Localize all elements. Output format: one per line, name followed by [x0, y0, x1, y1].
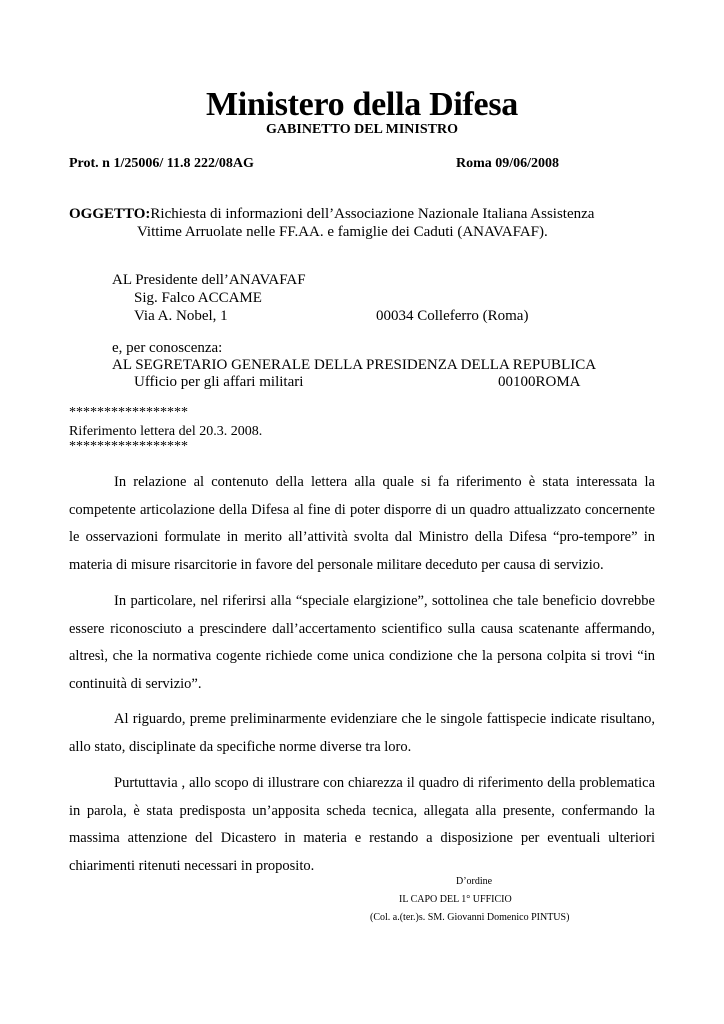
- signature-name: (Col. a.(ter.)s. SM. Giovanni Domenico PINTUS): [370, 912, 570, 923]
- paragraph-line: materia di misure risarcitorie in favore del personale militare deceduto per causa di servizio.: [69, 556, 604, 573]
- paragraph-line: In particolare, nel riferirsi alla “speciale elargizione”, sottolinea che tale beneficio dovrebbe: [114, 593, 655, 609]
- cc-recipient: AL SEGRETARIO GENERALE DELLA PRESIDENZA DELLA REPUBLICA: [112, 357, 597, 373]
- subject-text-1: Richiesta di informazioni dell’Associazione Nazionale Italiana Assistenza: [150, 206, 595, 222]
- body-paragraph-3: [69, 706, 655, 761]
- paragraph-line: in parola, è stata predisposta un’apposita scheda tecnica, allegata alla presente, confermando la: [69, 802, 655, 819]
- recipient-address: Via A. Nobel, 1: [134, 308, 228, 324]
- paragraph-line: Al riguardo, preme preliminarmente evidenziare che le singole fattispecie indicate risultano,: [114, 711, 655, 727]
- paragraph-line: massima attenzione del Dicastero in materia e restando a disposizione per eventuali ulteriori: [69, 830, 655, 846]
- reference-stars-bottom: *****************: [69, 439, 188, 454]
- place-date: Roma 09/06/2008: [456, 156, 560, 171]
- cc-intro: e, per conoscenza:: [112, 340, 223, 356]
- recipient-name: Sig. Falco ACCAME: [134, 290, 262, 306]
- reference-text: Riferimento lettera del 20.3. 2008.: [69, 424, 263, 439]
- cc-city: 00100ROMA: [498, 374, 581, 390]
- recipient-city: 00034 Colleferro (Roma): [376, 308, 529, 324]
- paragraph-line: continuità di servizio”.: [69, 675, 202, 692]
- cc-office: Ufficio per gli affari militari: [134, 374, 304, 390]
- signature-order: D’ordine: [456, 876, 493, 887]
- paragraph-line: competente articolazione della Difesa al fine di poter disporre di un quadro attualizzato concernente: [69, 501, 655, 518]
- protocol-number: Prot. n 1/25006/ 11.8 222/08AG: [69, 156, 254, 171]
- paragraph-line: In relazione al contenuto della lettera alla quale si fa riferimento è stata interessata la: [114, 474, 655, 490]
- body-paragraph-1: [69, 469, 655, 579]
- recipient-line-1: AL Presidente dell’ANAVAFAF: [112, 272, 306, 288]
- cabinet-subtitle: GABINETTO DEL MINISTRO: [266, 122, 458, 137]
- body-paragraph-2: [69, 588, 655, 698]
- signature-office: IL CAPO DEL 1° UFFICIO: [399, 894, 512, 905]
- paragraph-line: essere riconosciuto a prescindere dall’accertamento scientifico sulla causa scatenante affermando,: [69, 620, 655, 637]
- paragraph-line: Purtuttavia , allo scopo di illustrare con chiarezza il quadro di riferimento della problematica: [114, 775, 655, 791]
- paragraph-line: le osservazioni formulate in merito all’attività svolta dal Ministro della Difesa “pro-tempore” in: [69, 529, 655, 545]
- reference-stars-top: *****************: [69, 405, 188, 420]
- paragraph-line: allo stato, disciplinate da specifiche norme diverse tra loro.: [69, 738, 412, 755]
- body-paragraph-4: [69, 770, 655, 880]
- subject-line-1: [69, 206, 594, 223]
- subject-line-2: Vittime Arruolate nelle FF.AA. e famiglie dei Caduti (ANAVAFAF).: [137, 224, 548, 240]
- paragraph-line: chiarimenti ritenuti necessari in proposito.: [69, 857, 315, 874]
- ministry-title: Ministero della Difesa: [206, 86, 518, 123]
- paragraph-line: altresì, che la normativa cogente richiede come unica condizione che la persona colpita si trovi “in: [69, 648, 655, 664]
- subject-label: OGGETTO:: [69, 206, 151, 222]
